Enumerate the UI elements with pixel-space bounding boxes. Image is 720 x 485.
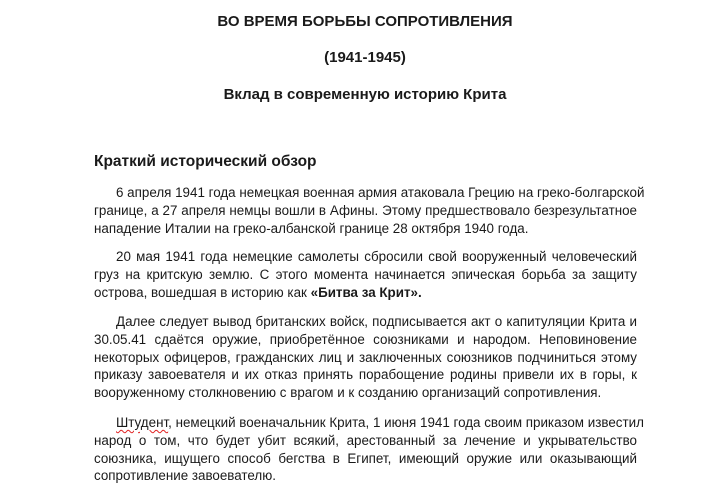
- text-line: Далее следует вывод британских войск, подписывается акт о капитуляции Крита и: [116, 314, 637, 329]
- text-line: 6 апреля 1941 года немецкая военная армия атаковала Грецию на греко-болгарской: [116, 185, 645, 200]
- text-line: [94, 284, 637, 302]
- text-line: вооруженному столкновению с врагом и к созданию организаций сопротивления.: [94, 385, 602, 401]
- document-title-years: (1941-1945): [324, 49, 406, 66]
- document-title: ВО ВРЕМЯ БОРЬБЫ СОПРОТИВЛЕНИЯ: [217, 13, 513, 30]
- text-line: 20 мая 1941 года немецкие самолеты сбросили свой вооруженный человеческий: [116, 249, 637, 264]
- document-subtitle: Вклад в современную историю Крита: [223, 86, 507, 103]
- text-line: нападение Италии на греко-албанской границе 28 октября 1940 года.: [94, 220, 529, 236]
- paragraph-3: [94, 313, 637, 402]
- text-line: народ о том, что будет убит всякий, арестованный за лечение и укрывательство: [94, 432, 637, 448]
- battle-of-crete-bold: «Битва за Крит».: [310, 284, 422, 300]
- paragraph-2: [94, 248, 637, 301]
- section-heading: Краткий исторический обзор: [94, 153, 317, 170]
- text-line: границе, а 27 апреля немцы вошли в Афины. Этому предшествовало безрезультатное: [94, 202, 637, 218]
- text-run: острова, вошедшая в историю как: [94, 284, 311, 300]
- text-line: 30.05.41 сдаётся оружие, приобретённое союзниками и народом. Неповиновение: [94, 331, 637, 347]
- text-run: , немецкий военачальник Крита, 1 июня 1941 года своим приказом известил: [168, 415, 644, 430]
- paragraph-4: [94, 414, 644, 485]
- text-line: [94, 414, 644, 432]
- text-line: груз на критскую землю. С этого момента начинается эпическая борьба за защиту: [94, 266, 637, 282]
- text-line: некоторых офицеров, гражданских лиц и заключенных союзников подчиниться этому: [94, 349, 637, 365]
- text-line: союзника, ищущего способ бегства в Египет, имеющий оружие или оказывающий: [94, 450, 637, 466]
- text-line: сопротивление завоевателю.: [94, 468, 276, 484]
- misspelled-word[interactable]: Штудент: [116, 415, 169, 430]
- paragraph-1: [94, 184, 645, 237]
- text-line: приказу завоевателя и их отказ принять порабощение родины привели их в горы, к: [94, 367, 637, 383]
